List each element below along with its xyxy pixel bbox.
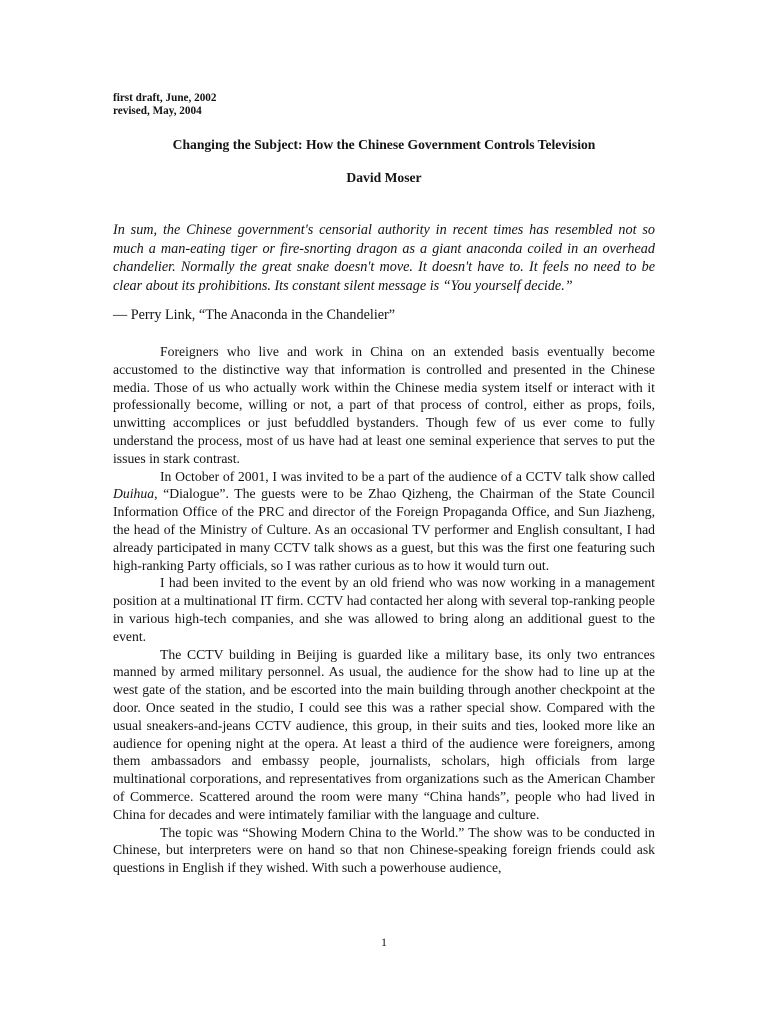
show-title: Duihua: [113, 486, 155, 502]
draft-date: first draft, June, 2002: [113, 92, 217, 104]
author-name: David Moser: [346, 170, 422, 185]
paragraph-3: I had been invited to the event by an old friend who was now working in a management position at a multinational IT firm. CCTV had contacted her along with several top-ranking people in various high-tech companies, and she was allowed to bring along an additional guest to the event.: [113, 575, 655, 644]
paragraph-5: The topic was “Showing Modern China to the World.” The show was to be conducted in Chinese, but interpreters were on hand so that non Chinese-speaking foreign friends could ask questions in English if they wished. With such a powerhouse audience,: [113, 824, 655, 876]
body-text: [113, 343, 655, 877]
paragraph-2-end: , “Dialogue”. The guests were to be Zhao Qizheng, the Chairman of the State Council Information Office of the PRC and director of the Foreign Propaganda Office, and Sun Jiazheng, the head of the Ministry of Culture. As an occasional TV performer and English consultant, I had already participated in many CCTV talk shows as a guest, but this was the first one featuring such high-ranking Party officials, so I was rather curious as to how it would turn out.: [113, 486, 655, 573]
epigraph-attribution: — Perry Link, “The Anaconda in the Chandelier”: [113, 307, 396, 323]
paragraph-2-start: In October of 2001, I was invited to be a part of the audience of a CCTV talk show called: [160, 468, 655, 484]
paragraph-4: The CCTV building in Beijing is guarded like a military base, its only two entrances manned by armed military personnel. As usual, the audience for the show had to line up at the west gate of the station, and be escorted into the main building through another checkpoint at the door. Once seated in the studio, I could see this was a rather special show. Compared with the usual sneakers-and-jeans CCTV audience, this group, in their suits and ties, looked more like an audience for opening night at the opera. At least a third of the audience were foreigners, among them ambassadors and embassy people, journalists, scholars, high officials from large multinational corporations, and representatives from organizations such as the American Chamber of Commerce. Scattered around the room were many “China hands”, people who had lived in China for decades and were intimately familiar with the language and culture.: [113, 646, 655, 822]
revised-date: revised, May, 2004: [113, 105, 202, 117]
page-number: 1: [381, 935, 387, 949]
draft-info: [113, 92, 216, 118]
epigraph-quote: In sum, the Chinese government's censorial authority in recent times has resembled not so much a man-eating tiger or fire-snorting dragon as a giant anaconda coiled in an overhead chandelier. Normally the great snake doesn't move. It doesn't have to. It feels no need to be clear about its prohibitions. Its constant silent message is “You yourself decide.”: [113, 222, 655, 294]
paragraph-2: [113, 468, 655, 575]
document-title: Changing the Subject: How the Chinese Government Controls Television: [172, 137, 596, 152]
paragraph-1: Foreigners who live and work in China on an extended basis eventually become accustomed to the distinctive way that information is controlled and presented in the Chinese media. Those of us who actually work within the Chinese media system itself or interact with it professionally become, willing or not, a part of that process of control, either as props, foils, unwitting accomplices or just befuddled bystanders. Though few of us ever come to fully understand the process, most of us have had at least one seminal experience that serves to put the issues in stark contrast.: [113, 344, 655, 466]
